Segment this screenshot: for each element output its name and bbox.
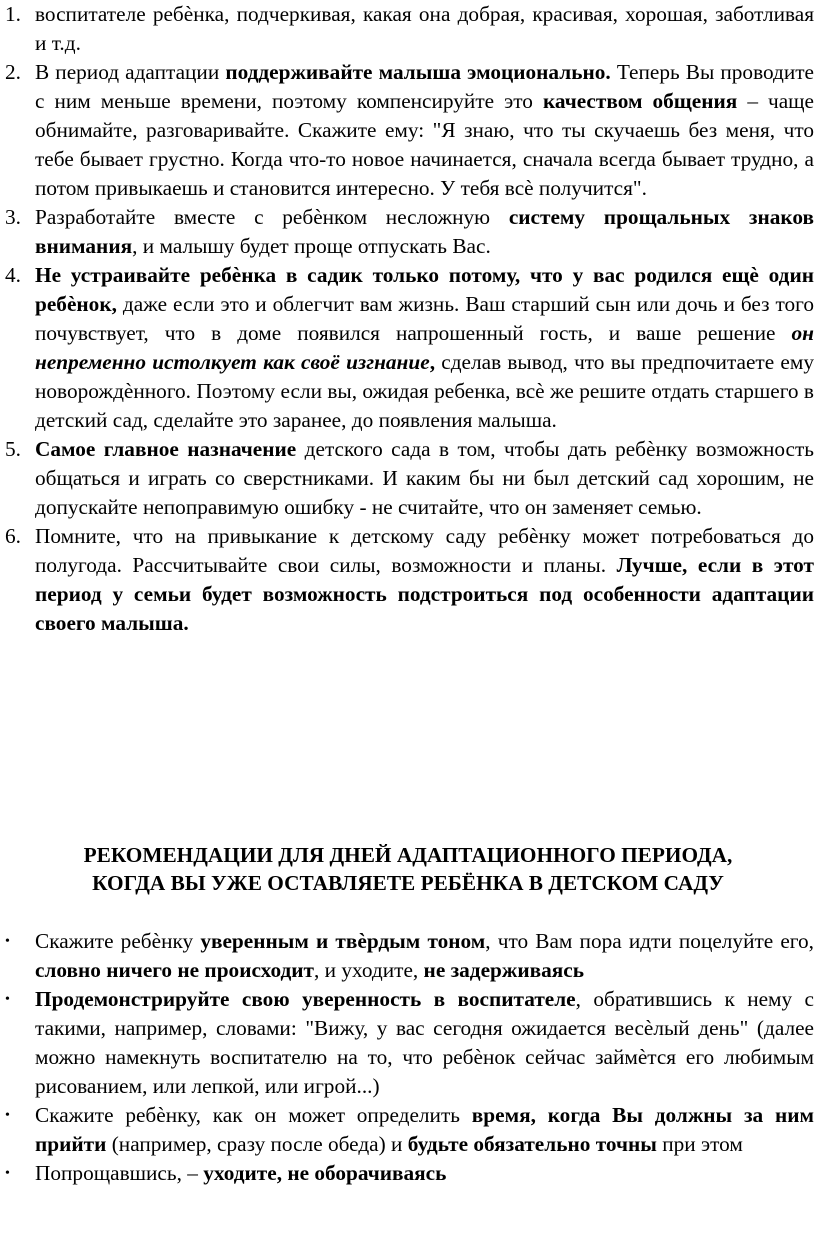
text-run: при этом bbox=[656, 1132, 743, 1156]
item-number: 5. bbox=[5, 437, 21, 461]
bullet-item bbox=[5, 985, 814, 1101]
emphasized-text: он непременно истолкует как своё изгнание bbox=[35, 321, 814, 374]
numbered-item bbox=[5, 58, 815, 203]
emphasized-text: , bbox=[429, 350, 436, 374]
item-text bbox=[35, 60, 814, 200]
text-run: – чаще обнимайте, разговаривайте. Скажите ему: "Я знаю, что ты скучаешь без меня, что тебе бывает грустно. Когда что-то новое начинается, сначала всегда бывает трудно, а потом привыкаешь и становится интересно. У тебя всѐ получится". bbox=[35, 89, 815, 200]
text-run: Скажите ребѐнку bbox=[35, 929, 201, 953]
text-run: (например, сразу после обеда) и bbox=[106, 1132, 408, 1156]
emphasized-text: не задерживаясь bbox=[423, 958, 584, 982]
section-title-line-2: КОГДА ВЫ УЖЕ ОСТАВЛЯЕТЕ РЕБЁНКА В ДЕТСКОМ САДУ bbox=[92, 871, 724, 895]
item-text bbox=[35, 524, 814, 635]
text-run: Попрощавшись, – bbox=[35, 1161, 204, 1185]
item-text bbox=[35, 987, 814, 1098]
item-number: 6. bbox=[5, 524, 21, 548]
numbered-recommendations-list bbox=[5, 0, 815, 638]
bullet-icon: • bbox=[5, 992, 10, 1007]
item-text bbox=[35, 2, 814, 55]
item-number: 4. bbox=[5, 263, 21, 287]
bullet-icon: • bbox=[5, 934, 10, 949]
emphasized-text: уверенным и твѐрдым тоном bbox=[200, 929, 486, 953]
item-text bbox=[35, 205, 814, 258]
emphasized-text: систему прощальных знаков внимания bbox=[35, 205, 814, 258]
numbered-item bbox=[5, 0, 814, 58]
text-run: детского сада в том, чтобы дать ребѐнку возможность общаться и играть со сверстниками. И каким бы ни был детский сад хорошим, не допускайте непоправимую ошибку - не считайте, что он заменяет семью. bbox=[35, 437, 814, 519]
bullet-icon: • bbox=[5, 1166, 10, 1181]
text-run: В период адаптации bbox=[35, 60, 226, 84]
section-title-line-1: РЕКОМЕНДАЦИИ ДЛЯ ДНЕЙ АДАПТАЦИОННОГО ПЕРИОДА, bbox=[83, 843, 733, 867]
bullet-icon: • bbox=[5, 1108, 10, 1123]
emphasized-text: качеством общения bbox=[542, 89, 738, 113]
emphasized-text: Не устраивайте ребѐнка в садик только потому, что у вас родился ещѐ один ребѐнок, bbox=[35, 263, 814, 316]
bullet-item bbox=[5, 1159, 814, 1188]
emphasized-text: словно ничего не происходит bbox=[35, 958, 315, 982]
item-number: 3. bbox=[5, 205, 21, 229]
numbered-item bbox=[5, 203, 814, 261]
numbered-item bbox=[5, 522, 814, 638]
text-run: сделав вывод, что вы предпочитаете ему новорождѐнного. Поэтому если вы, ожидая ребенка, всѐ же решите отдать старшего в детский сад, сделайте это заранее, до появления малыша. bbox=[35, 350, 814, 432]
text-run: воспитателе ребѐнка, подчеркивая, какая она добрая, красивая, хорошая, заботливая и т.д. bbox=[35, 2, 814, 55]
item-text bbox=[35, 1103, 814, 1156]
bullet-recommendations-list bbox=[5, 927, 814, 1188]
emphasized-text: Лучше, если в этот период у семьи будет возможность подстроиться под особенности адаптации своего малыша. bbox=[35, 553, 814, 635]
text-run: даже если это и облегчит вам жизнь. Ваш старший сын или дочь и без того почувствует, что в доме появился напрошенный гость, и ваше решение bbox=[35, 292, 814, 345]
emphasized-text: уходите, не оборачиваясь bbox=[203, 1161, 447, 1185]
text-run: , что Вам пора идти поцелуйте его, bbox=[485, 929, 814, 953]
text-run: Помните, что на привыкание к детскому саду ребѐнку может потребоваться до полугода. Рассчитывайте свои силы, возможности и планы. bbox=[35, 524, 814, 577]
emphasized-text: время, когда Вы должны за ним прийти bbox=[35, 1103, 814, 1156]
numbered-item bbox=[5, 261, 814, 435]
text-run: Разработайте вместе с ребѐнком несложную bbox=[35, 205, 509, 229]
text-run: Скажите ребѐнку, как он может определить bbox=[35, 1103, 472, 1127]
item-text bbox=[35, 929, 814, 982]
text-run: Теперь Вы проводите с ним меньше времени, поэтому компенсируйте это bbox=[35, 60, 815, 113]
text-run: , и малышу будет проще отпускать Вас. bbox=[132, 234, 491, 258]
section-title bbox=[0, 841, 816, 897]
item-text bbox=[35, 1161, 446, 1185]
emphasized-text: будьте обязательно точны bbox=[407, 1132, 657, 1156]
numbered-item bbox=[5, 435, 814, 522]
emphasized-text: Самое главное назначение bbox=[35, 437, 297, 461]
item-number: 1. bbox=[5, 2, 21, 26]
item-number: 2. bbox=[5, 60, 21, 84]
bullet-item bbox=[5, 1101, 814, 1159]
text-run: , обратившись к нему с такими, например, словами: "Вижу, у вас сегодня ожидается весѐлый день" (далее можно намекнуть воспитателю на то, что ребѐнок сейчас займѐтся его любимым рисованием, или лепкой, или игрой...) bbox=[35, 987, 814, 1098]
emphasized-text: поддерживайте малыша эмоционально. bbox=[225, 60, 611, 84]
item-text bbox=[35, 263, 814, 432]
item-text bbox=[35, 437, 814, 519]
emphasized-text: Продемонстрируйте свою уверенность в воспитателе bbox=[35, 987, 576, 1011]
bullet-item bbox=[5, 927, 814, 985]
text-run: , и уходите, bbox=[314, 958, 424, 982]
